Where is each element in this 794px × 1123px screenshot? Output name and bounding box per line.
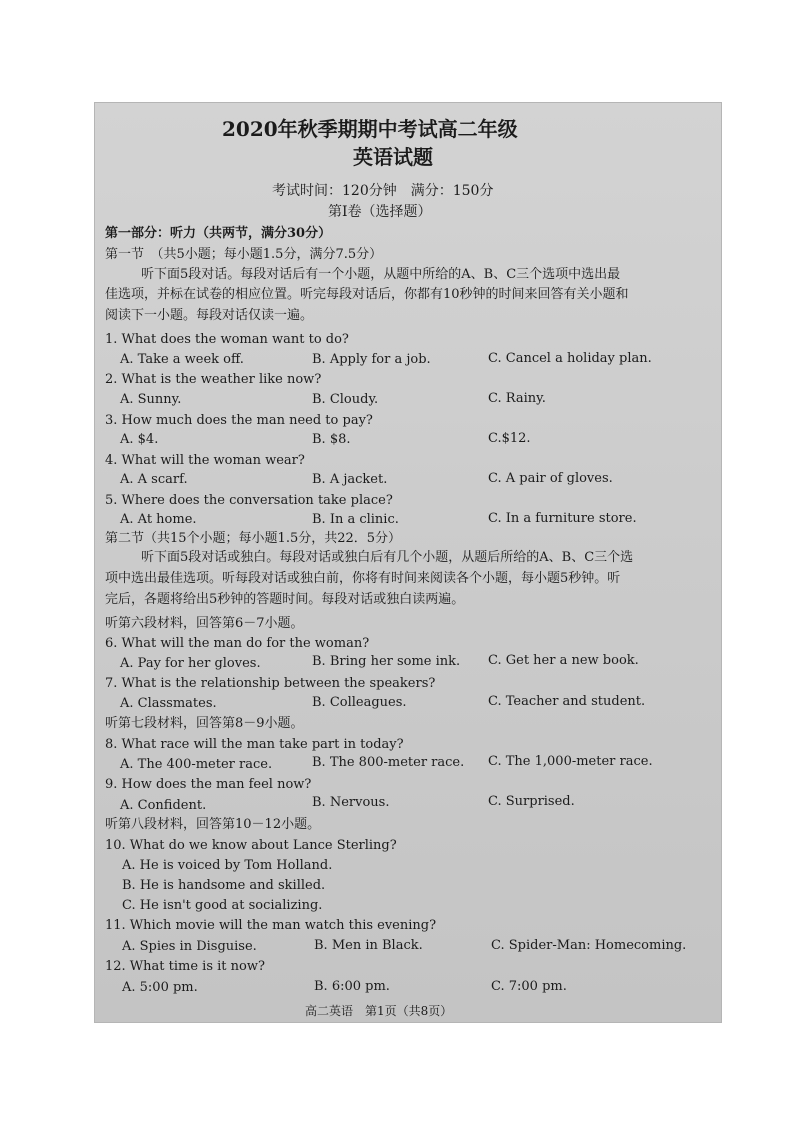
question-4: 4. What will the woman wear?	[105, 453, 305, 468]
question-3-option-b: B. $8.	[312, 432, 351, 447]
section1-instruction-3: 阅读下一小题。每段对话仅读一遍。	[105, 308, 314, 323]
question-12: 12. What time is it now?	[105, 959, 265, 974]
question-12-option-b: B. 6:00 pm.	[314, 979, 390, 994]
question-9: 9. How does the man feel now?	[105, 777, 312, 792]
section2-heading: 第二节（共15个小题；每小题1.5分，共22．5分）	[105, 531, 402, 546]
question-5-option-c: C. In a furniture store.	[488, 511, 637, 526]
question-5: 5. Where does the conversation take place?	[105, 493, 393, 508]
question-9-option-c: C. Surprised.	[488, 794, 575, 809]
question-7-option-c: C. Teacher and student.	[488, 694, 646, 709]
question-6-option-b: B. Bring her some ink.	[312, 654, 461, 669]
question-10-option-b: B. He is handsome and skilled.	[122, 878, 326, 893]
question-3: 3. How much does the man need to pay?	[105, 413, 373, 428]
question-8-option-b: B. The 800-meter race.	[312, 755, 465, 770]
question-2-option-b: B. Cloudy.	[312, 392, 379, 407]
question-11: 11. Which movie will the man watch this evening?	[105, 918, 437, 933]
exam-subtitle: 英语试题	[353, 145, 433, 169]
exam-info: 考试时间：120分钟 满分：150分	[272, 183, 494, 199]
question-2-option-a: A. Sunny.	[120, 392, 182, 407]
question-11-option-b: B. Men in Black.	[314, 938, 423, 953]
question-5-option-b: B. In a clinic.	[312, 512, 399, 527]
question-3-option-a: A. $4.	[120, 432, 159, 447]
question-1-option-b: B. Apply for a job.	[312, 352, 431, 367]
question-10-option-a: A. He is voiced by Tom Holland.	[122, 858, 333, 873]
part1-heading: 第一部分：听力（共两节，满分30分）	[105, 226, 332, 241]
question-3-option-c: C.$12.	[488, 431, 531, 446]
page-footer: 高二英语 第1页（共8页）	[305, 1004, 453, 1018]
section2-instruction-1: 听下面5段对话或独白。每段对话或独白后有几个小题，从题后所给的A、B、C三个选	[141, 550, 634, 565]
question-1-option-a: A. Take a week off.	[120, 352, 244, 367]
material-note-6: 听第六段材料，回答第6－7小题。	[105, 616, 304, 631]
question-4-option-c: C. A pair of gloves.	[488, 471, 613, 486]
question-6-option-a: A. Pay for her gloves.	[120, 656, 261, 671]
question-10-option-c: C. He isn't good at socializing.	[122, 898, 323, 913]
question-11-option-c: C. Spider-Man: Homecoming.	[491, 938, 687, 953]
question-8: 8. What race will the man take part in today?	[105, 737, 404, 752]
question-9-option-b: B. Nervous.	[312, 795, 390, 810]
question-10: 10. What do we know about Lance Sterling?	[105, 838, 397, 853]
question-2-option-c: C. Rainy.	[488, 391, 546, 406]
section2-instruction-2: 项中选出最佳选项。听每段对话或独白前，你将有时间来阅读各个小题，每小题5秒钟。听	[105, 571, 621, 586]
question-12-option-a: A. 5:00 pm.	[122, 980, 198, 995]
question-7-option-b: B. Colleagues.	[312, 695, 407, 710]
section1-instruction-2: 佳选项，并标在试卷的相应位置。听完每段对话后，你都有10秒钟的时间来回答有关小题和	[105, 287, 629, 302]
material-note-8: 听第八段材料，回答第10－12小题。	[105, 817, 321, 832]
section1-heading: 第一节 （共5小题；每小题1.5分，满分7.5分）	[105, 247, 383, 262]
question-6-option-c: C. Get her a new book.	[488, 653, 639, 668]
question-1-option-c: C. Cancel a holiday plan.	[488, 351, 652, 366]
exam-title: 2020年秋季期期中考试高二年级	[222, 117, 518, 141]
volume-label: 第Ⅰ卷（选择题）	[328, 204, 432, 220]
question-11-option-a: A. Spies in Disguise.	[122, 939, 257, 954]
question-8-option-c: C. The 1,000-meter race.	[488, 754, 653, 769]
section2-instruction-3: 完后，各题将给出5秒钟的答题时间。每段对话或独白读两遍。	[105, 592, 465, 607]
question-2: 2. What is the weather like now?	[105, 372, 322, 387]
question-7-option-a: A. Classmates.	[120, 696, 217, 711]
exam-sheet	[95, 103, 721, 1022]
question-12-option-c: C. 7:00 pm.	[491, 979, 567, 994]
question-7: 7. What is the relationship between the speakers?	[105, 676, 436, 691]
material-note-7: 听第七段材料，回答第8－9小题。	[105, 716, 304, 731]
question-4-option-b: B. A jacket.	[312, 472, 388, 487]
question-1: 1. What does the woman want to do?	[105, 332, 349, 347]
section1-instruction-1: 听下面5段对话。每段对话后有一个小题，从题中所给的A、B、C三个选项中选出最	[141, 267, 621, 282]
question-9-option-a: A. Confident.	[120, 798, 207, 813]
question-4-option-a: A. A scarf.	[120, 472, 188, 487]
question-5-option-a: A. At home.	[120, 512, 197, 527]
question-6: 6. What will the man do for the woman?	[105, 636, 370, 651]
question-8-option-a: A. The 400-meter race.	[120, 757, 273, 772]
